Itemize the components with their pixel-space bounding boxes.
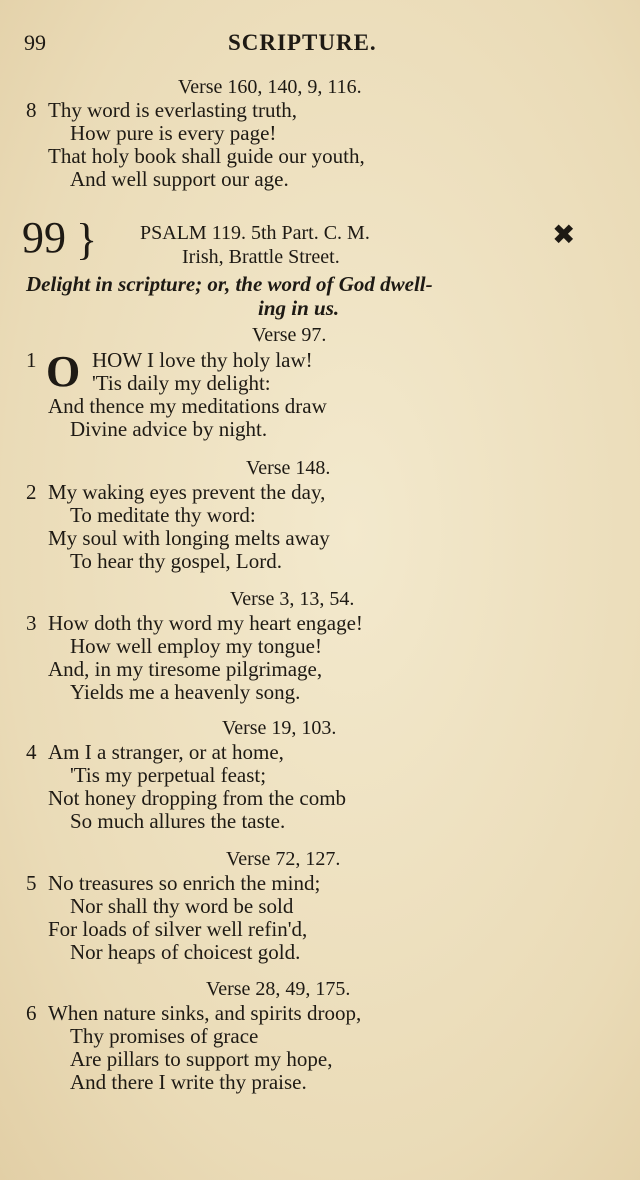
stanza-line: And, in my tiresome pilgrimage,	[48, 657, 323, 681]
stanza-number: 3	[26, 611, 37, 635]
ornament-icon: ✖	[552, 220, 576, 251]
verse-reference: Verse 72, 127.	[226, 848, 341, 870]
stanza-line: Yields me a heavenly song.	[70, 680, 301, 704]
tune-names: Irish, Brattle Street.	[182, 246, 340, 268]
drop-cap: O	[46, 347, 81, 396]
stanza-line: So much allures the taste.	[70, 809, 286, 833]
brace: }	[76, 215, 98, 264]
subject-line: Delight in scripture; or, the word of God dwell-	[26, 272, 433, 296]
stanza-line: 3 How doth thy word my heart engage!	[26, 611, 363, 635]
verse-reference: Verse 28, 49, 175.	[206, 978, 351, 1000]
page-number: 99	[24, 30, 46, 55]
stanza-number: 6	[26, 1001, 37, 1025]
verse-reference: Verse 19, 103.	[222, 717, 337, 739]
stanza-line: 'Tis daily my delight:	[92, 371, 271, 395]
stanza-line: Nor heaps of choicest gold.	[70, 940, 301, 964]
stanza-line: 4 Am I a stranger, or at home,	[26, 740, 284, 764]
stanza-number: 2	[26, 480, 37, 504]
stanza-line: Thy promises of grace	[70, 1024, 259, 1048]
stanza-line: HOW I love thy holy law!	[92, 348, 313, 372]
stanza-number: 1	[26, 348, 37, 372]
stanza-line: 5 No treasures so enrich the mind;	[26, 871, 321, 895]
stanza-line: 2 My waking eyes prevent the day,	[26, 480, 326, 504]
verse-reference: Verse 160, 140, 9, 116.	[178, 76, 362, 98]
verse-reference: Verse 97.	[252, 324, 327, 346]
stanza-line: 6 When nature sinks, and spirits droop,	[26, 1001, 362, 1025]
verse-reference: Verse 148.	[246, 457, 331, 479]
stanza-line: How pure is every page!	[70, 121, 277, 145]
subject-line: ing in us.	[258, 296, 340, 320]
stanza-line: And well support our age.	[70, 167, 289, 191]
stanza-line: Divine advice by night.	[70, 417, 268, 441]
stanza-line: Not honey dropping from the comb	[48, 786, 347, 810]
psalm-title: PSALM 119. 5th Part. C. M.	[140, 222, 370, 244]
stanza-line: To meditate thy word:	[70, 503, 256, 527]
stanza-line: 8 Thy word is everlasting truth,	[26, 98, 298, 122]
stanza-line: Are pillars to support my hope,	[70, 1047, 333, 1071]
stanza-number: 8	[26, 98, 37, 122]
stanza-line: 'Tis my perpetual feast;	[70, 763, 267, 787]
stanza-number: 4	[26, 740, 37, 764]
stanza-line: To hear thy gospel, Lord.	[70, 549, 282, 573]
stanza-line: How well employ my tongue!	[70, 634, 322, 658]
stanza-line: My soul with longing melts away	[48, 526, 330, 550]
stanza-line: Nor shall thy word be sold	[70, 894, 294, 918]
hymn-number: 99	[22, 213, 66, 262]
stanza-line: That holy book shall guide our youth,	[48, 144, 365, 168]
stanza-line: For loads of silver well refin'd,	[48, 917, 308, 941]
verse-reference: Verse 3, 13, 54.	[230, 588, 355, 610]
stanza-line: And thence my meditations draw	[48, 394, 327, 418]
stanza-line: And there I write thy praise.	[70, 1070, 307, 1094]
stanza-number: 5	[26, 871, 37, 895]
running-title: SCRIPTURE.	[228, 30, 377, 55]
